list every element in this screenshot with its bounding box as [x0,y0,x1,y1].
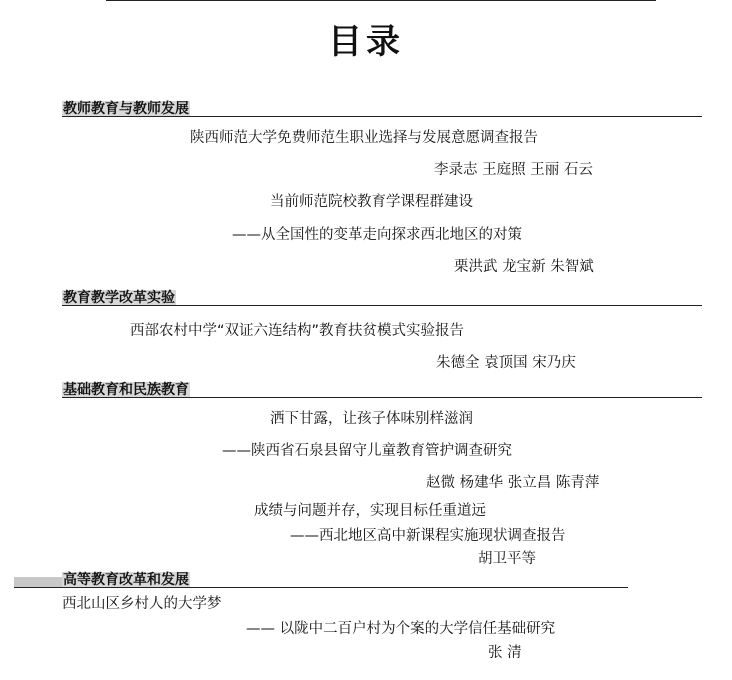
toc-entry-title[interactable]: 成绩与问题并存，实现目标任重道远 [254,503,486,519]
toc-entry-subtitle: ——陕西省石泉县留守儿童教育管护调查研究 [222,443,512,459]
section-heading-teacher-education: 教师教育与教师发展 [63,101,189,117]
toc-entry-authors: 胡卫平等 [478,551,536,567]
toc-entry-title[interactable]: 洒下甘露，让孩子体味别样滋润 [270,411,473,427]
toc-entry-authors: 张 清 [488,645,522,661]
toc-entry-subtitle: —— 以陇中二百户村为个案的大学信任基础研究 [246,621,556,637]
toc-entry-authors: 朱德全 袁顶国 宋乃庆 [436,355,576,371]
toc-entry-title[interactable]: 当前师范院校教育学课程群建设 [270,194,473,210]
toc-entry-subtitle: ——从全国性的变革走向探求西北地区的对策 [232,227,522,243]
toc-entry-subtitle: ——西北地区高中新课程实施现状调查报告 [290,528,566,544]
section-heading-basic-education: 基础教育和民族教育 [63,382,189,398]
section-rule [62,116,702,117]
toc-entry-authors: 栗洪武 龙宝新 朱智斌 [454,259,594,275]
section-heading-teaching-reform: 教育教学改革实验 [63,290,175,306]
toc-entry-title[interactable]: 西北山区乡村人的大学梦 [62,596,222,612]
gray-bar [14,577,62,587]
toc-entry-title[interactable]: 西部农村中学“双证六连结构”教育扶贫模式实验报告 [130,323,465,339]
toc-entry-authors: 李录志 王庭照 王丽 石云 [434,162,593,178]
section-rule [14,587,628,588]
section-rule [62,305,702,306]
page-title: 目录 [328,22,404,62]
toc-entry-title[interactable]: 陕西师范大学免费师范生职业选择与发展意愿调查报告 [190,130,538,146]
top-rule [106,0,656,1]
section-rule [62,397,702,398]
section-heading-higher-education: 高等教育改革和发展 [63,572,189,588]
toc-entry-authors: 赵微 杨建华 张立昌 陈青萍 [426,475,600,491]
